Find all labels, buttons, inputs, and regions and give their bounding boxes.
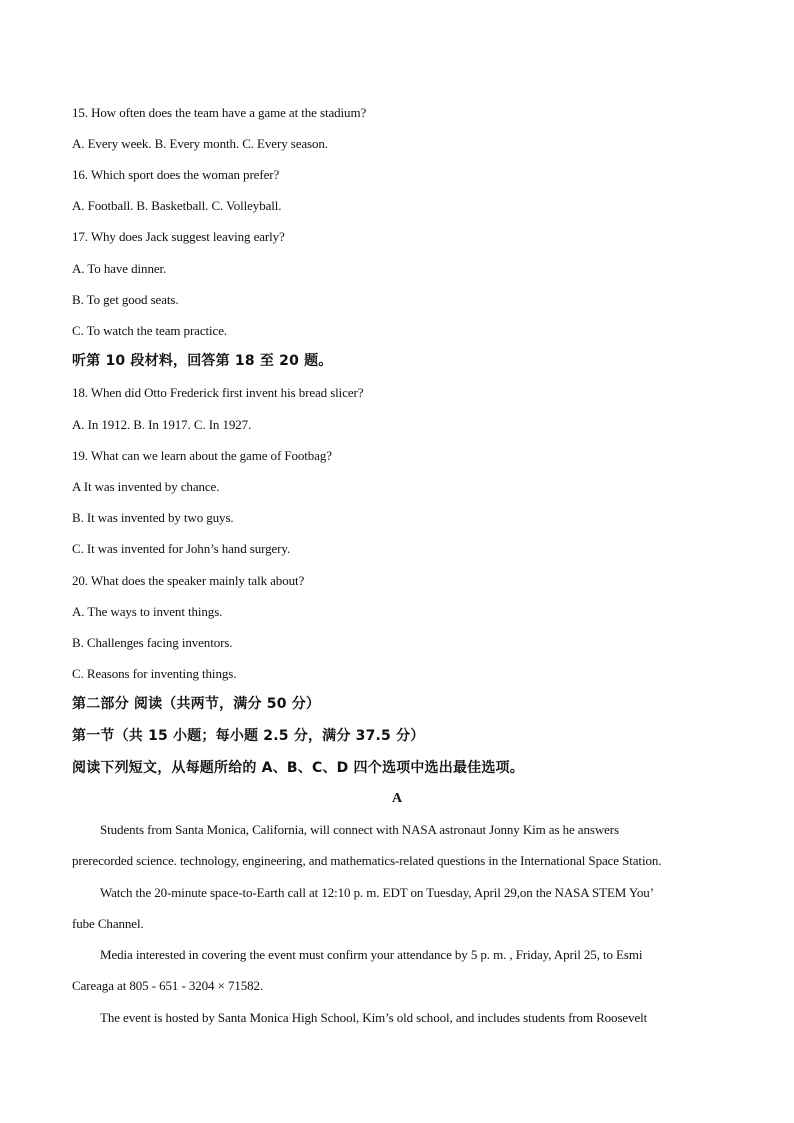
part-two-heading: 第二部分 阅读（共两节，满分 50 分）	[72, 696, 321, 712]
question-20-option-b: B. Challenges facing inventors.	[72, 635, 233, 650]
passage-text-line: fube Channel.	[72, 916, 144, 931]
question-16: 16. Which sport does the woman prefer?	[72, 167, 280, 182]
question-19-option-a: A It was invented by chance.	[72, 479, 220, 494]
passage-text-line: Careaga at 805 - 651 - 3204 × 71582.	[72, 978, 264, 993]
question-20-option-a: A. The ways to invent things.	[72, 604, 223, 619]
question-19-option-b: B. It was invented by two guys.	[72, 510, 234, 525]
question-17: 17. Why does Jack suggest leaving early?	[72, 229, 285, 244]
question-20-option-c: C. Reasons for inventing things.	[72, 666, 237, 681]
question-15-options: A. Every week. B. Every month. C. Every season.	[72, 136, 328, 151]
passage-text-line: The event is hosted by Santa Monica High School, Kim’s old school, and includes students from Roosevelt	[100, 1010, 648, 1025]
question-18: 18. When did Otto Frederick first invent his bread slicer?	[72, 385, 364, 400]
question-20: 20. What does the speaker mainly talk about?	[72, 573, 305, 588]
passage-text-line: Media interested in covering the event must confirm your attendance by 5 p. m. , Friday, April 25, to Esmi	[100, 947, 643, 962]
question-19-option-c: C. It was invented for John’s hand surgery.	[72, 541, 291, 556]
question-17-option-c: C. To watch the team practice.	[72, 323, 228, 338]
reading-instruction: 阅读下列短文，从每题所给的 A、B、C、D 四个选项中选出最佳选项。	[72, 760, 524, 776]
passage-a-title: A	[391, 791, 402, 806]
question-15: 15. How often does the team have a game at the stadium?	[72, 105, 367, 120]
question-18-options: A. In 1912. B. In 1917. C. In 1927.	[72, 417, 252, 432]
question-19: 19. What can we learn about the game of Footbag?	[72, 448, 332, 463]
question-17-option-b: B. To get good seats.	[72, 292, 179, 307]
passage-text-line: prerecorded science. technology, engineering, and mathematics-related questions in the International Space Station.	[72, 853, 662, 868]
question-16-options: A. Football. B. Basketball. C. Volleyball.	[72, 198, 282, 213]
passage-text-line: Students from Santa Monica, California, will connect with NASA astronaut Jonny Kim as he answers	[100, 822, 619, 837]
question-17-option-a: A. To have dinner.	[72, 261, 167, 276]
passage-text-line: Watch the 20-minute space-to-Earth call at 12:10 p. m. EDT on Tuesday, April 29,on the NASA STEM You’	[100, 885, 654, 900]
section-one-heading: 第一节（共 15 小题；每小题 2.5 分，满分 37.5 分）	[72, 728, 425, 744]
section-instruction-10: 听第 10 段材料，回答第 18 至 20 题。	[72, 353, 333, 369]
